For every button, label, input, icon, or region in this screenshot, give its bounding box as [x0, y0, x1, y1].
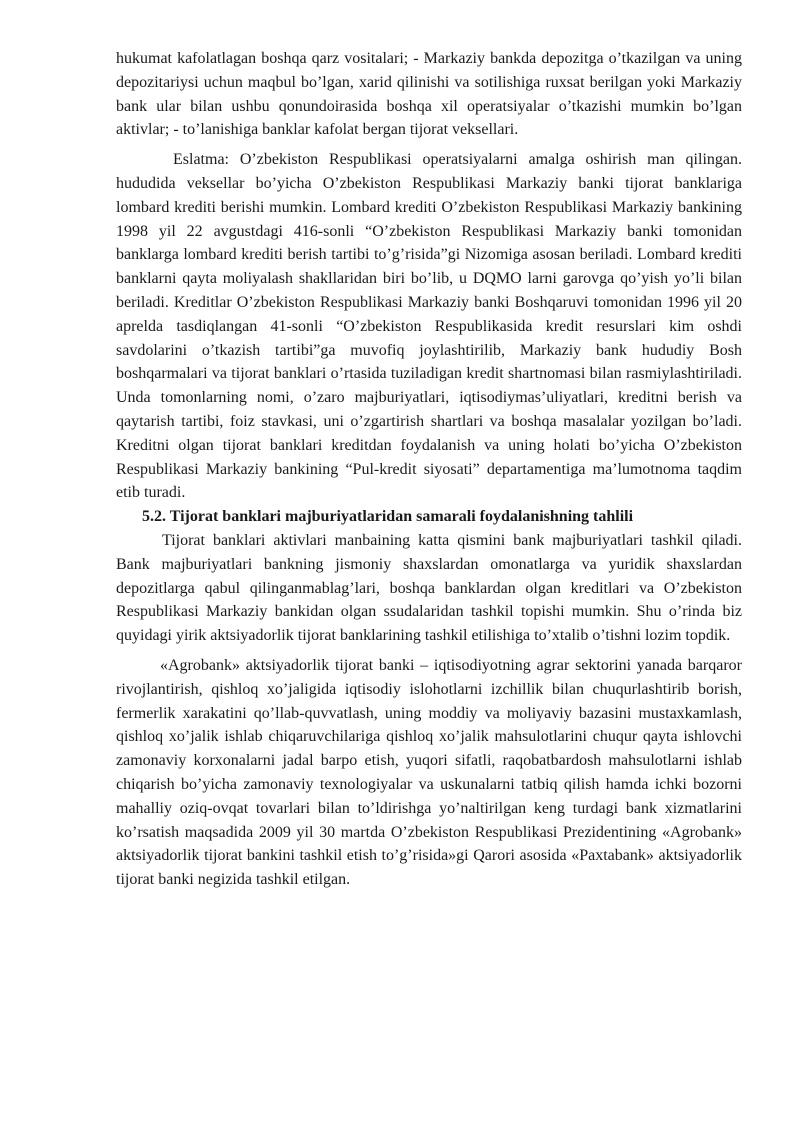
section-heading: 5.2. Tijorat banklari majburiyatlaridan samarali foydalanishning tahlili — [142, 508, 634, 526]
paragraph-continuation: hukumat kafolatlagan boshqa qarz vositalari; - Markaziy bankda depozitga o’tkazilgan va uning depozitariysi uchun maqbul bo’lgan, xarid qilinishi va sotilishiga ruxsat berilgan yoki Markaziy bank ular bilan ushbu qonundoirasida boshqa xil operatsiyalar o’tkazishi mumkin bo’lgan aktivlar; - to’lanishiga banklar kafolat bergan tijorat veksellari. — [116, 50, 742, 139]
paragraph-note: Eslatma: O’zbekiston Respublikasi operatsiyalarni amalga oshirish man qilingan. hududida veksellar bo’yicha O’zbekiston Respublikasi Markaziy banki tijorat banklariga lombard krediti berishi mumkin. Lombard krediti O’zbekiston Respublikasi Markaziy bankining 1998 yil 22 avgustdagi 416-sonli “O’zbekiston Respublikasi Markaziy banki tomonidan banklarga lombard krediti berish tartibi to’g’risida”gi Nizomiga asosan beriladi. Lombard krediti banklarni qayta moliyalash shakllaridan biri bo’lib, u DQMO larni garovga qo’yish yo’li bilan beriladi. Kreditlar O’zbekiston Respublikasi Markaziy banki Boshqaruvi tomonidan 1996 yil 20 aprelda tasdiqlangan 41-sonli “O’zbekiston Respublikasida kredit resurslari kim oshdi savdolarini o’tkazish tartibi”ga muvofiq joylashtirilib, Markaziy bank hududiy Bosh boshqarmalari va tijorat banklari o’rtasida tuziladigan kredit shartnomasi bilan rasmiylashtiriladi. Unda tomonlarning nomi, o’zaro majburiyatlari, iqtisodiymas’uliyatlari, kreditni berish va qaytarish tartibi, foiz stavkasi, uni o’zgartirish shartlari va boshqa masalalar yozilgan bo’ladi. Kreditni olgan tijorat banklari kreditdan foydalanish va uning holati bo’yicha O’zbekiston Respublikasi Markaziy bankining “Pul-kredit siyosati” departamentiga ma’lumotnoma taqdim etib turadi. — [116, 151, 742, 502]
paragraph-agrobank: «Agrobank» aktsiyadorlik tijorat banki – iqtisodiyotning agrar sektorini yanada barqaror rivojlantirish, qishloq xo’jaligida iqtisodiy islohotlarni izchillik bilan chuqurlashtirib borish, fermerlik xarakatini qo’llab-quvvatlash, uning moddiy va moliyaviy bazasini mustaxkamlash, qishloq xo’jalik ishlab chiqaruvchilariga qishloq xo’jalik mahsulotlarini chuqur qayta ishlovchi zamonaviy korxonalarni jadal barpo etish, yuqori sifatli, raqobatbardosh mahsulotlarni ishlab chiqarish bo’yicha zamonaviy texnologiyalar va uskunalarni tatbiq qilish hamda ichki bozorni mahalliy oziq-ovqat tovarlari bilan to’ldirishga yo’naltirilgan keng turdagi bank xizmatlarini ko’rsatish maqsadida 2009 yil 30 martda O’zbekiston Respublikasi Prezidentining «Agrobank» aktsiyadorlik tijorat bankini tashkil etish to’g’risida»gi Qarori asosida «Paxtabank» aktsiyadorlik tijorat banki negizida tashkil etilgan. — [116, 656, 742, 889]
document-page — [116, 47, 742, 892]
paragraph-liabilities: Tijorat banklari aktivlari manbaining katta qismini bank majburiyatlari tashkil qiladi. Bank majburiyatlari bankning jismoniy shaxslardan omonatlarga va yuridik shaxslardan depozitlarga qabul qilinganmablag’lari, boshqa banklardan olgan kreditlari va O’zbekiston Respublikasi Markaziy bankidan olgan ssudalaridan tashkil topishi mumkin. Shu o’rinda biz quyidagi yirik aktsiyadorlik tijorat banklarining tashkil etilishiga to’xtalib o’tishni lozim topdik. — [116, 531, 742, 645]
